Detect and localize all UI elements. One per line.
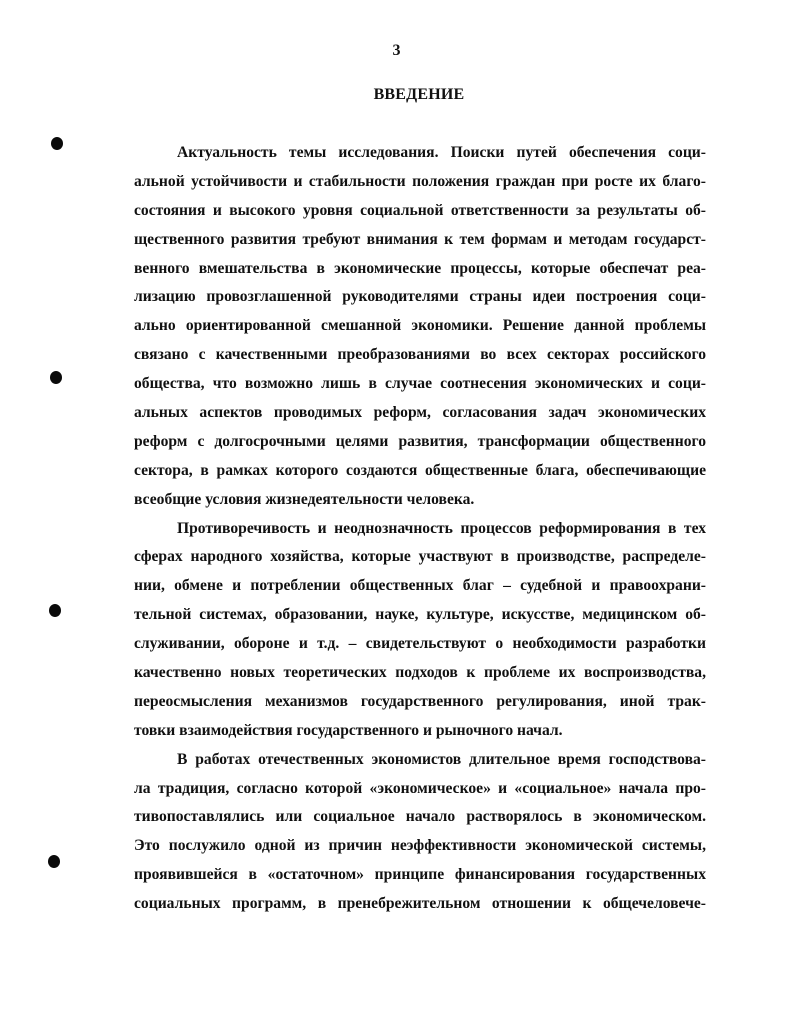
paragraph-1-line-11: реформ с долгосрочными целями развития, трансформации общественного: [134, 432, 706, 450]
paragraph-1-line-1: [134, 139, 706, 168]
paragraph-3-line-4: Это послужило одной из причин неэффективности экономической системы,: [134, 837, 706, 855]
paragraph-3-line-2: ла традиция, согласно которой «экономическое» и «социальное» начала про-: [134, 779, 706, 797]
paragraph-2-line-1: Противоречивость и неоднозначность процессов реформирования в тех: [177, 519, 706, 537]
binder-hole-2: [50, 371, 62, 384]
paragraph-1-line-8: связано с качественными преобразованиями во всех секторах российского: [134, 346, 706, 364]
binder-hole-3: [49, 604, 61, 617]
paragraph-2-line-8: товки взаимодействия государственного и рыночного начал.: [134, 721, 563, 739]
lead-phrase: Актуальность темы исследования.: [177, 144, 439, 161]
paragraph-1-line-7: ально ориентированной смешанной экономики. Решение данной проблемы: [134, 317, 706, 335]
binder-hole-4: [48, 855, 60, 868]
paragraph-2-line-4: тельной системах, образовании, науке, культуре, искусстве, медицинском об-: [134, 606, 706, 624]
binder-hole-1: [51, 137, 63, 150]
paragraph-1-line-5: венного вмешательства в экономические процессы, которые обеспечат реа-: [134, 259, 706, 277]
paragraph-1-line-12: сектора, в рамках которого создаются общественные блага, обеспечивающие: [134, 461, 706, 479]
line-text: Поиски путей обеспечения соци-: [450, 144, 706, 161]
paragraph-1-line-2: альной устойчивости и стабильности положения граждан при росте их благо-: [134, 172, 706, 190]
paragraph-2-line-6: качественно новых теоретических подходов к проблеме их воспроизводства,: [134, 664, 706, 682]
body-text: [134, 139, 706, 919]
paragraph-3-line-5: проявившейся в «остаточном» принципе финансирования государственных: [134, 866, 706, 884]
paragraph-3-line-3: тивопоставлялись или социальное начало растворялось в экономическом.: [134, 808, 706, 826]
paragraph-2-line-3: нии, обмене и потреблении общественных благ – судебной и правоохрани-: [134, 577, 706, 595]
paragraph-2-line-2: сферах народного хозяйства, которые участвуют в производстве, распределе-: [134, 548, 706, 566]
paragraph-1-line-4: щественного развития требуют внимания к тем формам и методам государст-: [134, 230, 706, 248]
paragraph-1-line-3: состояния и высокого уровня социальной ответственности за результаты об-: [134, 201, 706, 219]
section-heading: ВВЕДЕНИЕ: [373, 86, 465, 103]
paragraph-3-line-6: социальных программ, в пренебрежительном отношении к общечеловече-: [134, 895, 706, 913]
paragraph-1-line-9: общества, что возможно лишь в случае соотнесения экономических и соци-: [134, 375, 706, 393]
paragraph-3-line-1: В работах отечественных экономистов длительное время господствова-: [177, 750, 706, 768]
paragraph-1-line-10: альных аспектов проводимых реформ, согласования задач экономических: [134, 404, 706, 422]
page-number: 3: [392, 42, 401, 59]
paragraph-1-line-13: всеобщие условия жизнедеятельности человека.: [134, 490, 475, 508]
paragraph-1-line-6: лизацию провозглашенной руководителями страны идеи построения соци-: [134, 288, 706, 306]
paragraph-2-line-7: переосмысления механизмов государственного регулирования, иной трак-: [134, 692, 706, 710]
paragraph-2-line-5: служивании, обороне и т.д. – свидетельствуют о необходимости разработки: [134, 635, 706, 653]
